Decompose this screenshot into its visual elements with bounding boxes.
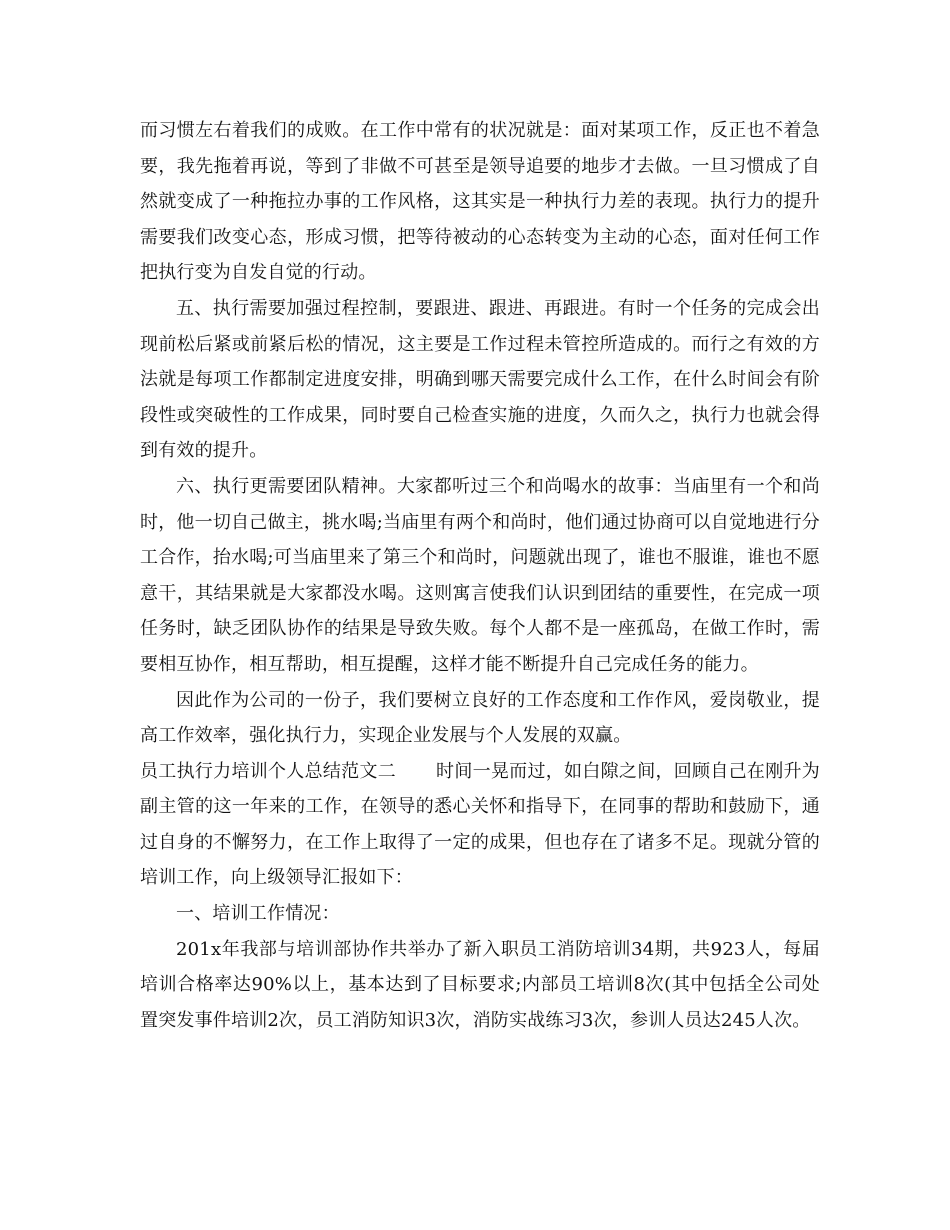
document-body	[140, 113, 820, 1038]
subheading-training: 一、培训工作情况：	[176, 903, 340, 925]
paragraph-conclusion: 因此作为公司的一份子，我们要树立良好的工作态度和工作作风，爱岗敬业，提高工作效率，强化执行力，实现企业发展与个人发展的双赢。	[140, 689, 820, 747]
paragraph-process-control: 五、执行需要加强过程控制，要跟进、跟进、再跟进。有时一个任务的完成会出现前松后紧或前紧后松的情况，这主要是工作过程未管控所造成的。而行之有效的方法就是每项工作都制定进度安排，明确到哪天需要完成什么工作，在什么时间会有阶段性或突破性的工作成果，同时要自己检查实施的进度，久而久之，执行力也就会得到有效的提升。	[140, 297, 820, 462]
paragraph-training-stats: 201x年我部与培训部协作共举办了新入职员工消防培训34期，共923人，每届培训合格率达90%以上，基本达到了目标要求;内部员工培训8次(其中包括全公司处置突发事件培训2次，员工消防知识3次，消防实战练习3次，参训人员达245人次。	[140, 938, 820, 1031]
section-two	[140, 754, 820, 896]
section-title: 员工执行力培训个人总结范文二	[140, 760, 397, 782]
paragraph-teamwork: 六、执行更需要团队精神。大家都听过三个和尚喝水的故事：当庙里有一个和尚时，他一切自己做主，挑水喝;当庙里有两个和尚时，他们通过协商可以自觉地进行分工合作，抬水喝;可当庙里来了第三个和尚时，问题就出现了，谁也不服谁，谁也不愿意干，其结果就是大家都没水喝。这则寓言使我们认识到团结的重要性，在完成一项任务时，缺乏团队协作的结果是导致失败。每个人都不是一座孤岛，在做工作时，需要相互协作，相互帮助，相互提醒，这样才能不断提升自己完成任务的能力。	[140, 475, 820, 675]
section-intro: 时间一晃而过，如白隙之间，回顾自己在刚升为副主管的这一年来的工作，在领导的悉心关怀和指导下，在同事的帮助和鼓励下，通过自身的不懈努力，在工作上取得了一定的成果，但也存在了诸多不足。现就分管的培训工作，向上级领导汇报如下：	[140, 760, 820, 889]
paragraph-habits: 而习惯左右着我们的成败。在工作中常有的状况就是：面对某项工作，反正也不着急要，我先拖着再说，等到了非做不可甚至是领导追要的地步才去做。一旦习惯成了自然就变成了一种拖拉办事的工作风格，这其实是一种执行力差的表现。执行力的提升需要我们改变心态，形成习惯，把等待被动的心态转变为主动的心态，面对任何工作把执行变为自发自觉的行动。	[140, 120, 820, 284]
